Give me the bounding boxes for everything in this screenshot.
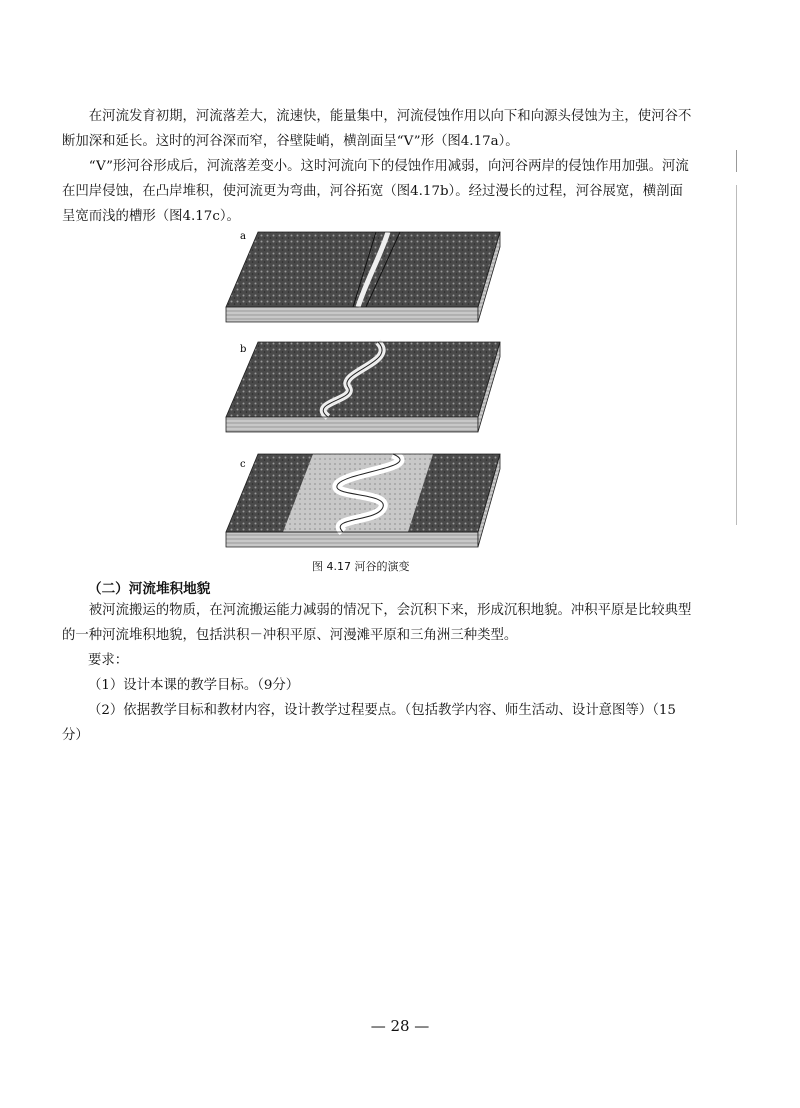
section-body: 被河流搬运的物质，在河流搬运能力减弱的情况下，会沉积下来，形成沉积地貌。冲积平原是比较典型的一种河流堆积地貌，包括洪积－冲积平原、河漫滩平原和三角洲三种类型。 [62,603,692,643]
block-b [226,342,500,432]
margin-mark [736,185,737,525]
paragraph-2: “V”形河谷形成后，河流落差变小。这时河流向下的侵蚀作用减弱，向河谷两岸的侵蚀作用加强。河流在凹岸侵蚀，在凸岸堆积，使河流更为弯曲，河谷拓宽（图4.17b）。经过漫长的过程，河谷展宽，横剖面呈宽而浅的槽形（图4.17c）。 [62,159,689,224]
requirement-1: （1）设计本课的教学目标。（9分） [88,678,300,693]
river-valley-figure [218,222,518,574]
requirement-2: （2）依据教学目标和教材内容，设计教学过程要点。（包括教学内容、师生活动、设计意图等）（15分） [62,703,676,743]
page-number: — 28 — [370,1017,430,1035]
figure-caption: 图 4.17 河谷的演变 [312,560,410,573]
block-a [226,232,500,322]
paragraph-1: 在河流发育初期，河流落差大，流速快，能量集中，河流侵蚀作用以向下和向源头侵蚀为主，使河谷不断加深和延长。这时的河谷深而窄，谷壁陡峭，横剖面呈“V”形（图4.17a）。 [62,109,692,149]
label-c: c [240,459,246,470]
river-valley-illustration [218,222,518,574]
label-a: a [240,231,246,242]
label-b: b [240,344,247,355]
block-c [226,454,500,547]
section-heading: （二）河流堆积地貌 [88,581,211,597]
margin-mark [736,150,737,172]
requirements-label: 要求： [88,653,129,668]
